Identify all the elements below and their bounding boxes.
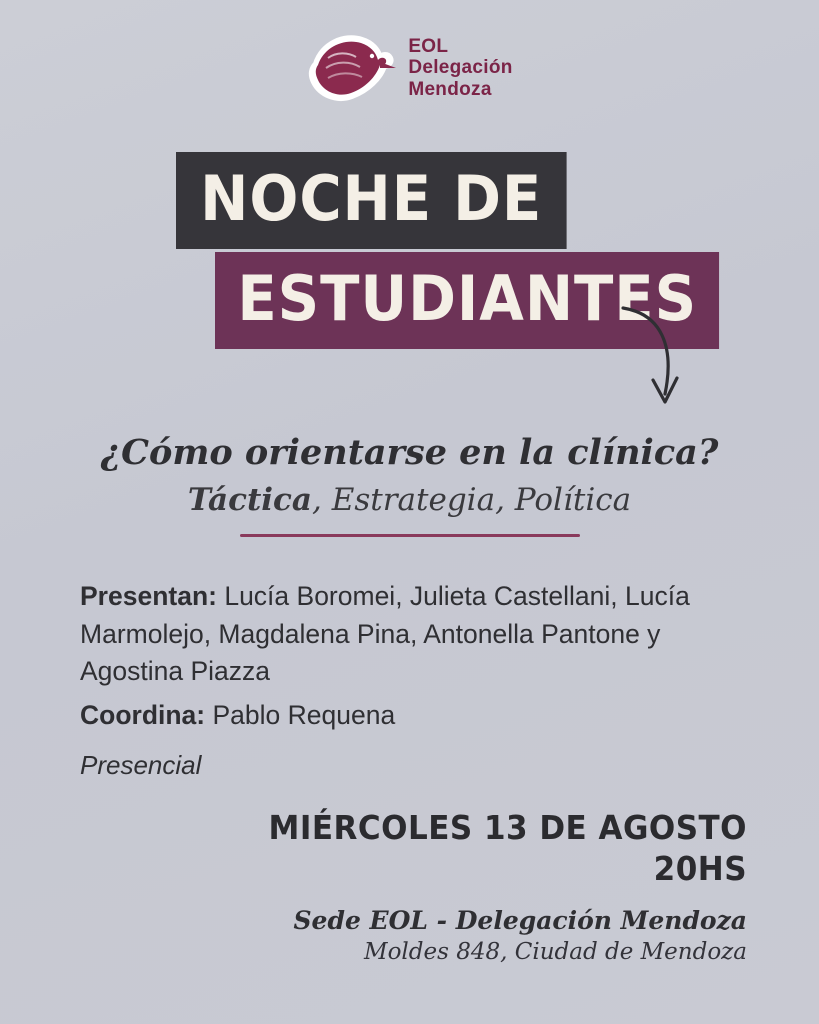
event-venue: Sede EOL - Delegación Mendoza (293, 906, 747, 935)
subtitle-term-rest: , Estrategia, Política (312, 482, 632, 518)
decorative-rule (240, 534, 580, 537)
modality-label: Presencial (80, 749, 202, 780)
subtitle-term-tactic: Táctica (187, 482, 313, 518)
event-details-block (238, 808, 747, 965)
coordina-line (80, 697, 740, 735)
subtitle-terms (0, 482, 819, 518)
curved-arrow-down-icon (615, 300, 695, 420)
logo-line-1: EOL (408, 36, 449, 58)
coordina-name: Pablo Requena (205, 699, 396, 730)
logo-line-3: Mendoza (408, 78, 492, 100)
logo-wordmark (408, 36, 512, 100)
logo-block (0, 28, 819, 108)
subtitle-question: ¿Cómo orientarse en la clínica? (100, 432, 719, 473)
event-time: 20HS (653, 849, 747, 888)
coordina-label: Coordina: (80, 699, 206, 730)
title-line-2: ESTUDIANTES (215, 252, 719, 349)
event-address: Moldes 848, Ciudad de Mendoza (364, 939, 747, 965)
title-line-1: NOCHE DE (176, 152, 566, 249)
bird-logo-icon (306, 28, 398, 108)
credits-block (80, 578, 740, 783)
presentan-names: Lucía Boromei, Julieta Castellani, Lucía Marmolejo, Magdalena Pina, Antonella Pantone y Agostina Piazza (80, 581, 690, 687)
event-date: MIÉRCOLES 13 DE AGOSTO (268, 808, 747, 847)
logo-line-2: Delegación (408, 57, 513, 79)
presentan-label: Presentan: (80, 581, 217, 611)
